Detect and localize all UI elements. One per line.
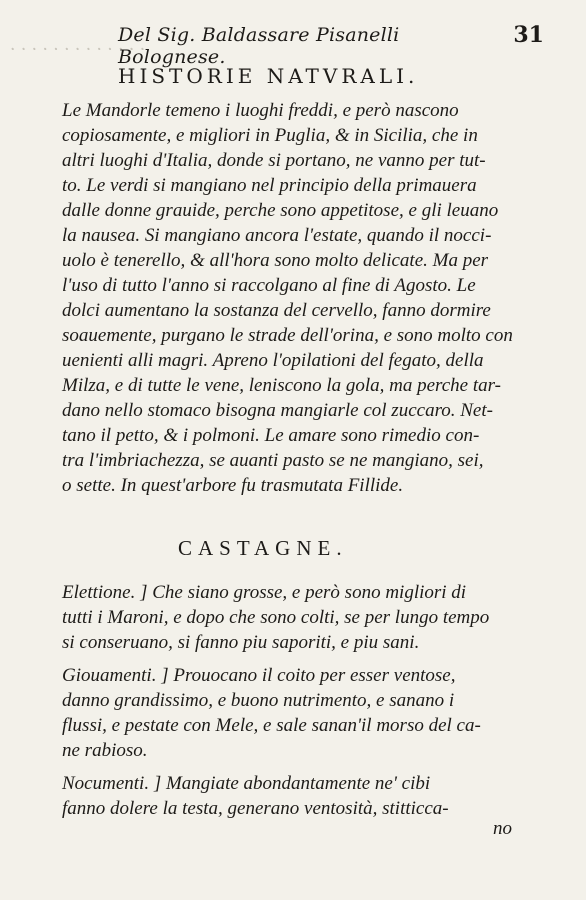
text-line: dano nello stomaco bisogna mangiarle col zuccaro. Net- xyxy=(62,400,493,421)
text-line: fanno dolere la testa, generano ventosità, stitticca- xyxy=(62,798,449,819)
text-line: flussi, e pestate con Mele, e sale sanan'il morso del ca- xyxy=(62,715,481,736)
page-number: 31 xyxy=(513,22,544,48)
castagne-heading: CASTAGNE. xyxy=(178,536,348,560)
text-line: tano il petto, & i polmoni. Le amare sono rimedio con- xyxy=(62,425,480,446)
text-line: o sette. In quest'arbore fu trasmutata Fillide. xyxy=(62,475,404,496)
historie-paragraph xyxy=(62,98,550,498)
text-line: ne rabioso. xyxy=(62,740,148,761)
text-line: altri luoghi d'Italia, donde si portano, ne vanno per tut- xyxy=(62,150,486,171)
text-line: tra l'imbriachezza, se auanti pasto se ne mangiano, sei, xyxy=(62,450,484,471)
text-line: dolci aumentano la sostanza del cervello, fanno dormire xyxy=(62,300,491,321)
text-line: danno grandissimo, e buono nutrimento, e sanano i xyxy=(62,690,455,711)
text-line: uenienti alli magri. Apreno l'opilationi del fegato, della xyxy=(62,350,484,371)
text-line: Elettione. ] Che siano grosse, e però sono migliori di xyxy=(62,582,467,603)
text-line: uolo è tenerello, & all'hora sono molto delicate. Ma per xyxy=(62,250,489,271)
text-line: Nocumenti. ] Mangiate abondantamente ne' cibi xyxy=(62,773,431,794)
castagne-paragraph xyxy=(62,580,550,821)
running-head: Del Sig. Baldassare Pisanelli Bolognese. xyxy=(118,24,400,68)
section-title: HISTORIE NATVRALI. xyxy=(118,64,419,88)
text-line: copiosamente, e migliori in Puglia, & in Sicilia, che in xyxy=(62,125,478,146)
text-line: to. Le verdi si mangiano nel principio della primauera xyxy=(62,175,477,196)
text-line: Le Mandorle temeno i luoghi freddi, e però nascono xyxy=(62,100,459,121)
text-line: la nausea. Si mangiano ancora l'estate, quando il nocci- xyxy=(62,225,492,246)
text-line: Milza, e di tutte le vene, leniscono la gola, ma perche tar- xyxy=(62,375,501,396)
text-line: Giouamenti. ] Prouocano il coito per esser ventose, xyxy=(62,665,456,686)
text-line: l'uso di tutto l'anno si raccolgano al fine di Agosto. Le xyxy=(62,275,476,296)
text-line: soauemente, purgano le strade dell'orina, e sono molto con xyxy=(62,325,513,346)
text-line: tutti i Maroni, e dopo che sono colti, se per lungo tempo xyxy=(62,607,490,628)
text-line: si conseruano, si fanno piu saporiti, e piu sani. xyxy=(62,632,420,653)
catchword: no xyxy=(493,818,512,839)
show-through-texture: · · · · · · · · · · · · · xyxy=(10,40,146,60)
text-line: dalle donne grauide, perche sono appetitose, e gli leuano xyxy=(62,200,499,221)
